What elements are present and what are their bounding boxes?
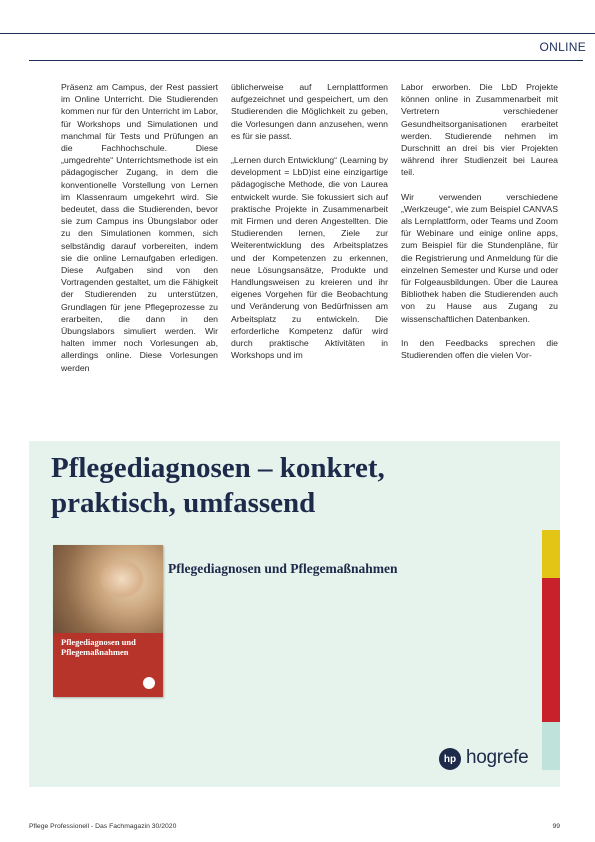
hands-image — [99, 559, 145, 599]
article-paragraph: Präsenz am Campus, der Rest passiert im Online Unterricht. Die Studierenden kommen nur für den Unterricht im Labor, für Workshops und Simulationen und manchmal für Tests und Prüfungen an die Fachhochschule. Diese „umgedrehte“ Unterrichtsmethode ist ein pädagogischer Zugang, in dem die konventionelle Vorstellung von Lernen im Klassenraum umgekehrt wird. Sie bedeutet, dass die Studierenden, bevor sie zum Campus ins Übungslabor oder zu den Simulationen kommen, sich selbständig darauf vorbereiten, indem sie die online Lernaufgaben erledigen. Diese Aufgaben sind von den Vortragenden gestaltet, um die Fähigkeit der Studierenden zu unterstützen, Grundlagen für jene Pflegeprozesse zu erarbeiten, die dann in den Übungslabors simuliert werden. Wir halten immer noch Vorlesungen ab, allerdings online. Diese Vorlesungen werden — [61, 82, 218, 373]
ad-headline-line-1: Pflegediagnosen – konkret, — [51, 452, 385, 484]
article-paragraph: Wir verwenden verschiedene „Werkzeuge“, wie zum Beispiel CANVAS als Lernplattform, oder Teams und Zoom für Webinare und einige online apps, zum Beispiel für die Stundenpläne, für die Registrierung und Anmeldung für die einzelnen Semester und Kurse und oder für Folgeausbildungen. Über die Laurea Bibliothek haben die Studierenden auch von zu Hause aus Zugang zu wissenschaftlichen Datenbanken. — [401, 191, 558, 324]
stripe — [542, 626, 560, 674]
book-title: Pflegediagnosen und Pflegemaßnahmen — [168, 561, 398, 576]
book-cover-photo — [53, 545, 163, 633]
article-paragraph: Labor erworben. Die LbD Projekte können online in Zusammenarbeit mit Vertretern verschiedener Gesundheitsorganisationen erarbeitet werden. Studierende nehmen im Durschnitt an drei bis vier Projekten während ihrer Studienzeit bei Laurea teil. — [401, 82, 558, 178]
advertisement[interactable] — [29, 441, 560, 787]
publisher-logo-icon — [143, 677, 155, 689]
stripe — [542, 674, 560, 722]
article-column-1 — [61, 81, 218, 386]
article-column-3 — [401, 81, 558, 373]
book-cover-title: Pflegediagnosen und Pflegemaßnahmen — [61, 637, 136, 657]
footer-publication: Pflege Professionell - Das Fachmagazin 30/2020 — [29, 823, 177, 830]
ad-headline-line-2: praktisch, umfassend — [51, 487, 316, 519]
book-cover[interactable] — [53, 545, 163, 697]
color-stripes — [542, 530, 560, 770]
hogrefe-logo[interactable] — [439, 748, 539, 772]
hogrefe-mark-icon: hp — [439, 748, 461, 770]
stripe — [542, 530, 560, 578]
top-rule — [0, 33, 595, 34]
page-number: 99 — [552, 823, 560, 830]
article-column-2 — [231, 81, 388, 373]
section-rule — [29, 60, 583, 61]
ad-headline — [51, 451, 471, 521]
stripe — [542, 722, 560, 770]
article-paragraph: „Lernen durch Entwicklung“ (Learning by development = LbD)ist eine einzigartige pädagogische Methode, die von Laurea entwickelt wurde. Sie fokussiert sich auf praktische Projekte in Zusammenarbeit mit Firmen und deren Angestellten. Die Studierenden lernen, Ziele zur Weiterentwicklung des Arbeitsplatzes und der Kompetenzen zu erkennen, neue Lösungsansätze, Produkte und Handlungsweisen zu kreieren und ihr eigenes Vorgehen für die Beobachtung und Veränderung von Bedürfnissen am Arbeitsplatz zu entwickeln. Die erforderliche Kompetenz dafür wird durch praktische Aktivitäten in Workshops und im — [231, 155, 388, 361]
section-label: ONLINE — [539, 40, 586, 54]
article-paragraph: üblicherweise auf Lernplattformen aufgezeichnet und gespeichert, um den Studierenden die Möglichkeit zu geben, die Vorlesungen dann anzusehen, wenn es für sie passt. — [231, 82, 388, 141]
article-columns — [61, 81, 558, 427]
stripe — [542, 578, 560, 626]
hogrefe-wordmark: hogrefe — [466, 747, 529, 768]
article-paragraph: In den Feedbacks sprechen die Studierenden offen die vielen Vor- — [401, 337, 558, 361]
